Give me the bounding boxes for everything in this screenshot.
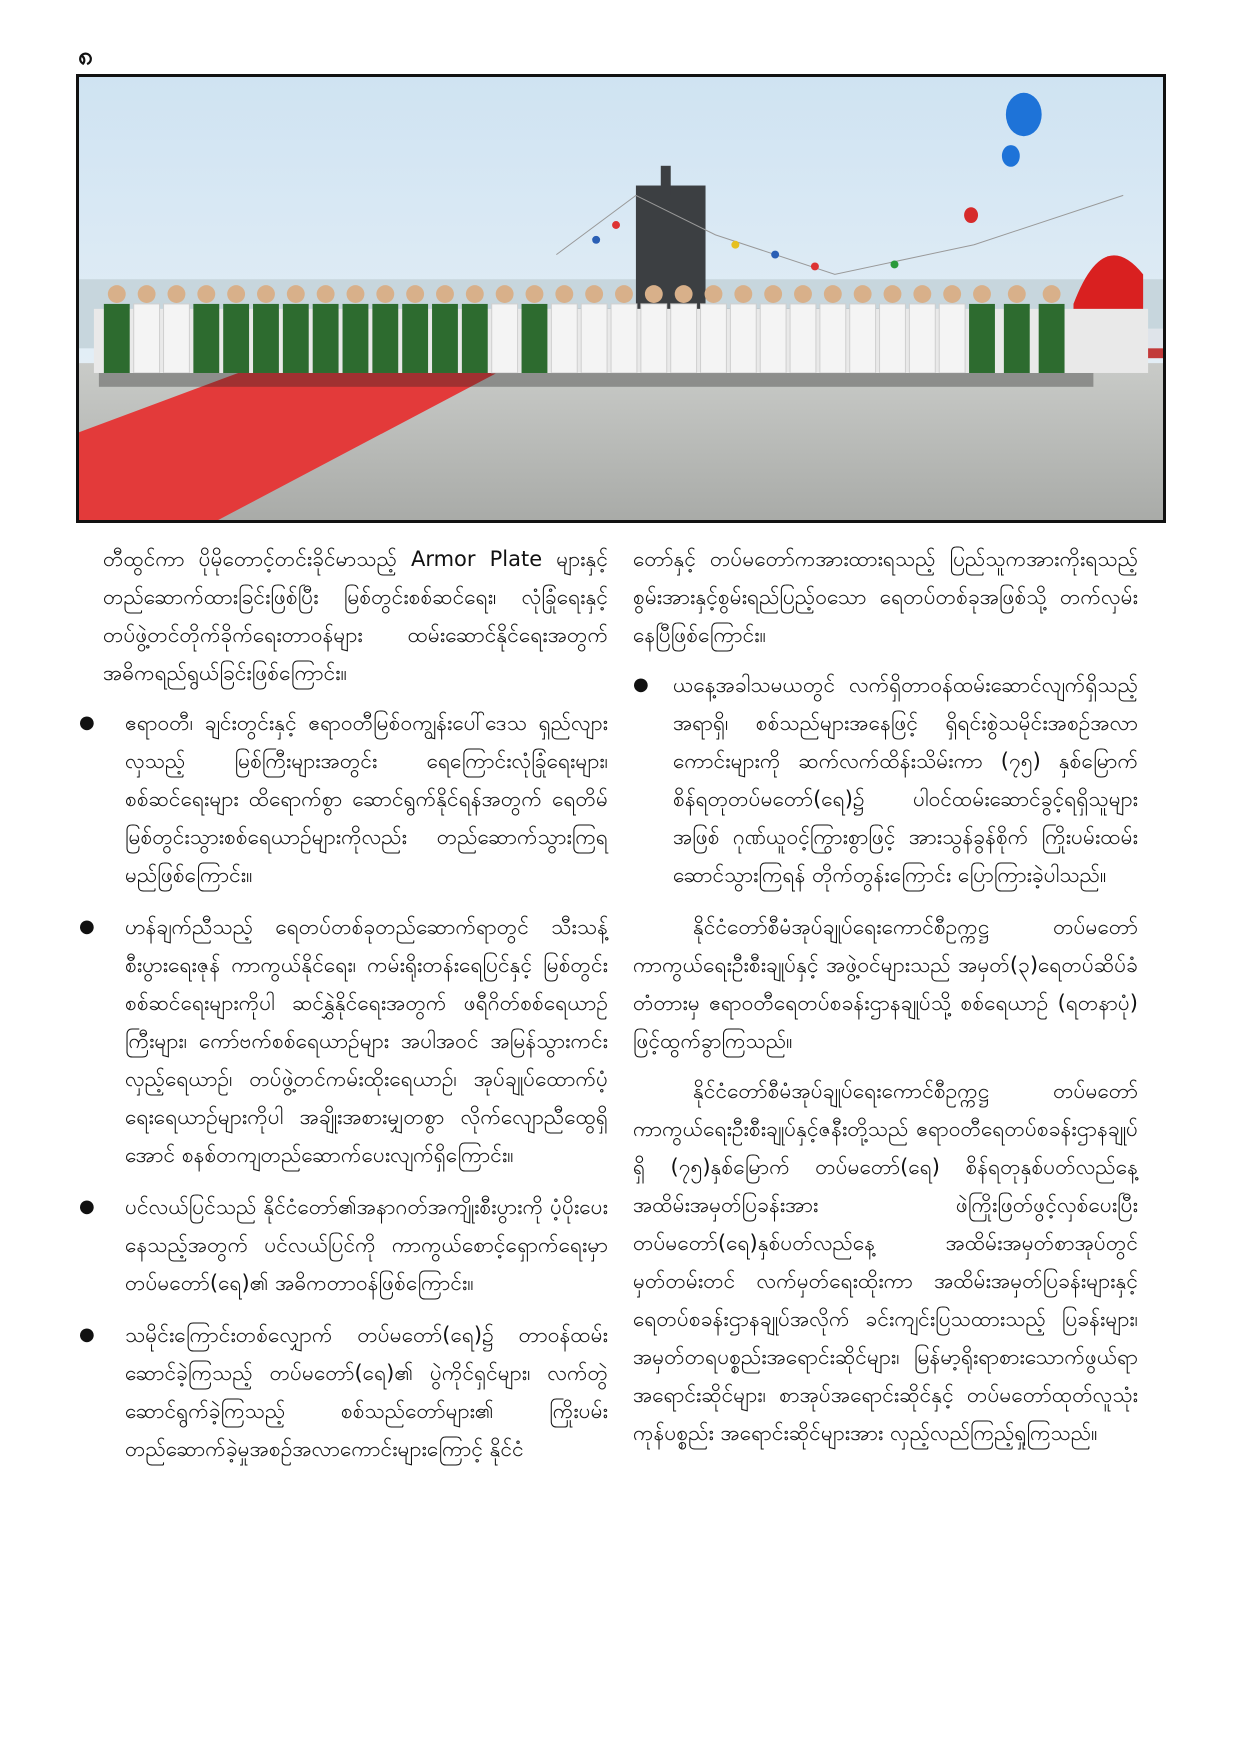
page-number: ၈: [78, 41, 93, 71]
bullet-item: ● ဧရာဝတီ၊ ချင်းတွင်းနှင့် ဧရာဝတီမြစ်ဝကျွန်းပေါ်ဒေသ ရှည်လျားလှသည့် မြစ်ကြီးများအတွင်း ရေကြောင်းလုံခြုံရေးများ၊ စစ်ဆင်ရေးများ ထိရောက်စွာ ဆောင်ရွက်နိုင်ရန်အတွက် ရေတိမ်မြစ်တွင်းသွားစစ်ရေယာဉ်များကိုလည်း တည်ဆောက်သွားကြရမည်ဖြစ်ကြောင်း။: [103, 704, 608, 894]
paragraph: နိုင်ငံတော်စီမံအုပ်ချုပ်ရေးကောင်စီဥက္ကဋ္ဌ တပ်မတော်ကာကွယ်ရေးဦးစီးချုပ်နှင့်ဇနီးတို့သည် ဧရာဝတီရေတပ်စခန်းဌာနချုပ်ရှိ (၇၅)နှစ်မြောက် တပ်မတော်(ရေ) စိန်ရတုနှစ်ပတ်လည်နေ့အထိမ်းအမှတ်ပြခန်းအား ဖဲကြိုးဖြတ်ဖွင့်လှစ်ပေးပြီး တပ်မတော်(ရေ)နှစ်ပတ်လည်နေ့ အထိမ်းအမှတ်စာအုပ်တွင် မှတ်တမ်းတင် လက်မှတ်ရေးထိုးကာ အထိမ်းအမှတ်ပြခန်းများနှင့် ရေတပ်စခန်းဌာနချုပ်အလိုက် ခင်းကျင်းပြသထားသည့် ပြခန်းများ၊ အမှတ်တရပစ္စည်းအရောင်းဆိုင်များ၊ မြန်မာ့ရိုးရာစားသောက်ဖွယ်ရာအရောင်းဆိုင်များ၊ စာအုပ်အရောင်းဆိုင်နှင့် တပ်မတော်ထုတ်လူသုံးကုန်ပစ္စည်း အရောင်းဆိုင်များအား လှည့်လည်ကြည့်ရှုကြသည်။: [633, 1079, 1138, 1445]
left-column: [103, 540, 608, 1482]
paragraph: တော်နှင့် တပ်မတော်ကအားထားရသည့် ပြည်သူကအားကိုးရသည့် စွမ်းအားနှင့်စွမ်းရည်ပြည့်ဝသော ရေတပ်တစ်ခုအဖြစ်သို့ တက်လှမ်းနေပြီဖြစ်ကြောင်း။: [633, 547, 1138, 647]
bullet-item: ● ပင်လယ်ပြင်သည် နိုင်ငံတော်၏အနာဂတ်အကျိုးစီးပွားကို ပံ့ပိုးပေးနေသည့်အတွက် ပင်လယ်ပြင်ကို ကာကွယ်စောင့်ရှောက်ရေးမှာ တပ်မတော်(ရေ)၏ အဓိကတာဝန်ဖြစ်ကြောင်း။: [103, 1188, 608, 1302]
right-column: [633, 540, 1138, 1464]
bullet-item: ● ယနေ့အခါသမယတွင် လက်ရှိတာဝန်ထမ်းဆောင်လျက်ရှိသည့် အရာရှိ၊ စစ်သည်များအနေဖြင့် ရှိရင်းစွဲသမိုင်းအစဉ်အလာကောင်းများကို ဆက်လက်ထိန်းသိမ်းကာ (၇၅) နှစ်မြောက် စိန်ရတုတပ်မတော်(ရေ)၌ ပါဝင်ထမ်းဆောင်ခွင့်ရရှိသူများအဖြစ် ဂုဏ်ယူဝင့်ကြွားစွာဖြင့် အားသွန်ခွန်စိုက် ကြိုးပမ်းထမ်းဆောင်သွားကြရန် တိုက်တွန်းကြောင်း ပြောကြားခဲ့ပါသည်။: [633, 666, 1138, 894]
paragraph: တီထွင်ကာ ပိုမိုတောင့်တင်းခိုင်မာသည့် Armor Plate များနှင့် တည်ဆောက်ထားခြင်းဖြစ်ပြီး မြစ်တွင်းစစ်ဆင်ရေး၊ လုံခြုံရေးနှင့် တပ်ဖွဲ့တင်တိုက်ခိုက်ရေးတာဝန်များ ထမ်းဆောင်နိုင်ရေးအတွက် အဓိကရည်ရွယ်ခြင်းဖြစ်ကြောင်း။: [103, 547, 608, 685]
group-photo: [76, 74, 1166, 523]
paragraph: နိုင်ငံတော်စီမံအုပ်ချုပ်ရေးကောင်စီဥက္ကဋ္ဌ တပ်မတော်ကာကွယ်ရေးဦးစီးချုပ်နှင့် အဖွဲ့ဝင်များသည် အမှတ်(၃)ရေတပ်ဆိပ်ခံတံတားမှ ဧရာဝတီရေတပ်စခန်းဌာနချုပ်သို့ စစ်ရေယာဉ် (ရတနာပုံ) ဖြင့်ထွက်ခွာကြသည်။: [633, 915, 1138, 1053]
bullet-item: ● ဟန်ချက်ညီသည့် ရေတပ်တစ်ခုတည်ဆောက်ရာတွင် သီးသန့်စီးပွားရေးဇုန် ကာကွယ်နိုင်ရေး၊ ကမ်းရိုးတန်းရေပြင်နှင့် မြစ်တွင်းစစ်ဆင်ရေးများကိုပါ ဆင်နွှဲနိုင်ရေးအတွက် ဖရီဂိတ်စစ်ရေယာဉ်ကြီးများ၊ ကော်ဗက်စစ်ရေယာဉ်များ အပါအဝင် အမြန်သွားကင်းလှည့်ရေယာဉ်၊ တပ်ဖွဲ့တင်ကမ်းထိုးရေယာဉ်၊ အုပ်ချုပ်ထောက်ပံ့ရေးရေယာဉ်များကိုပါ အချိုးအစားမျှတစွာ လိုက်လျောညီထွေရှိအောင် စနစ်တကျတည်ဆောက်ပေးလျက်ရှိကြောင်း။: [103, 908, 608, 1174]
bullet-item: ● သမိုင်းကြောင်းတစ်လျှောက် တပ်မတော်(ရေ)၌ တာဝန်ထမ်းဆောင်ခဲ့ကြသည့် တပ်မတော်(ရေ)၏ ပွဲကိုင်ရှင်များ၊ လက်တွဲဆောင်ရွက်ခဲ့ကြသည့် စစ်သည်တော်များ၏ ကြိုးပမ်းတည်ဆောက်ခဲ့မှုအစဉ်အလာကောင်းများကြောင့် နိုင်ငံ: [103, 1316, 608, 1468]
